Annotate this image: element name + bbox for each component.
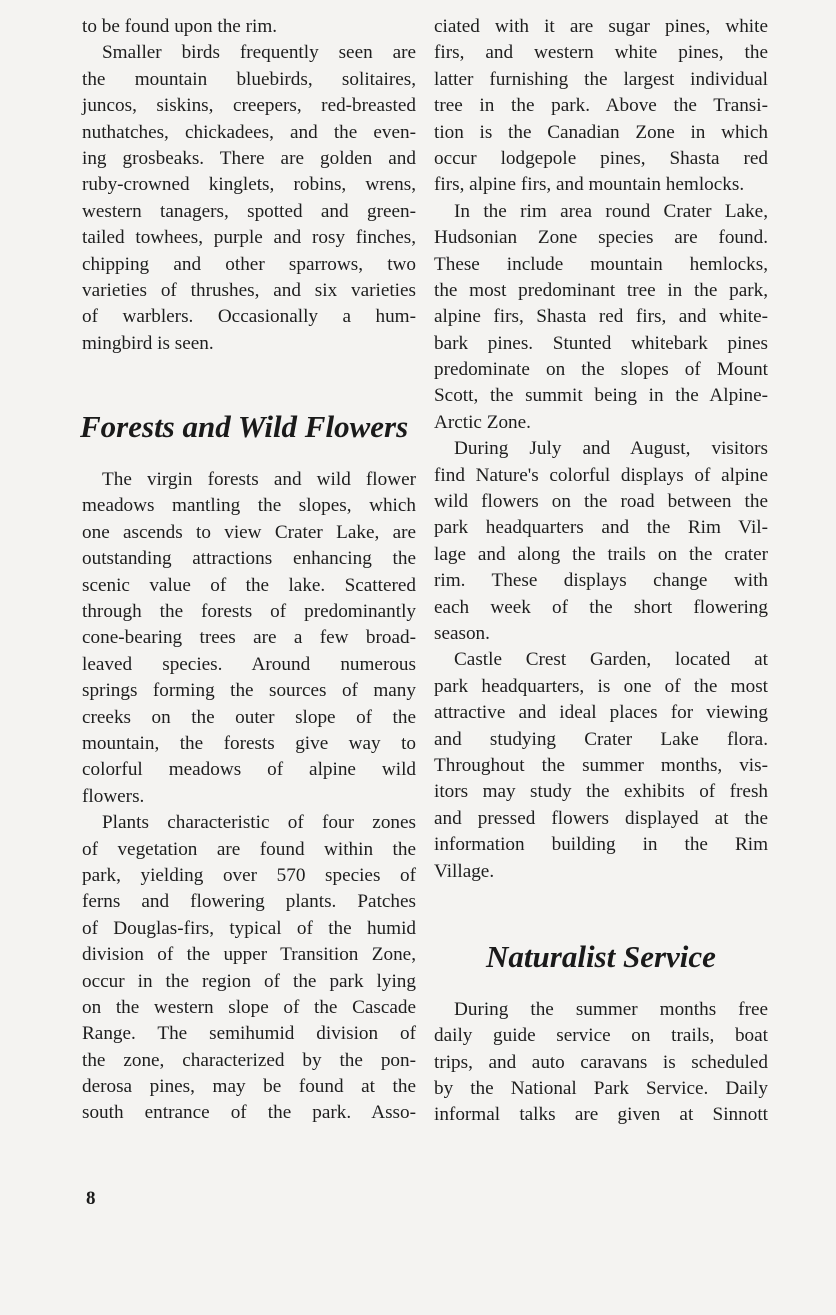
text-line: the most predominant tree in the park, bbox=[434, 279, 768, 301]
text-line: These include mountain hemlocks, bbox=[434, 253, 768, 275]
text-line: find Nature's colorful displays of alpine bbox=[434, 464, 768, 486]
text-line: western tanagers, spotted and green- bbox=[82, 200, 416, 222]
text-line: nuthatches, chickadees, and the even- bbox=[82, 121, 416, 143]
text-line: informal talks are given at Sinnott bbox=[434, 1104, 768, 1126]
text-line: itors may study the exhibits of fresh bbox=[434, 781, 768, 803]
text-line: Arctic Zone. bbox=[434, 411, 531, 433]
text-line: alpine firs, Shasta red firs, and white- bbox=[434, 306, 768, 328]
text-line: and studying Crater Lake flora. bbox=[434, 728, 768, 750]
text-line: trips, and auto caravans is scheduled bbox=[434, 1051, 768, 1073]
text-line: During July and August, visitors bbox=[454, 438, 768, 460]
spacer bbox=[82, 447, 416, 467]
text-line: mountain, the forests give way to bbox=[82, 732, 416, 754]
text-line: outstanding attractions enhancing the bbox=[82, 548, 416, 570]
text-line: one ascends to view Crater Lake, are bbox=[82, 521, 416, 543]
text-line: meadows mantling the slopes, which bbox=[82, 495, 416, 517]
text-line: attractive and ideal places for viewing bbox=[434, 702, 768, 724]
text-line: The virgin forests and wild flower bbox=[102, 469, 416, 491]
text-line: division of the upper Transition Zone, bbox=[82, 944, 416, 966]
text-line: tailed towhees, purple and rosy finches, bbox=[82, 227, 416, 249]
paragraph-castle-crest bbox=[434, 647, 768, 885]
text-line: In the rim area round Crater Lake, bbox=[454, 200, 768, 222]
text-line: springs forming the sources of many bbox=[82, 680, 416, 702]
page-number: 8 bbox=[86, 1188, 96, 1209]
text-line: Castle Crest Garden, located at bbox=[454, 649, 768, 671]
text-line: tree in the park. Above the Transi- bbox=[434, 95, 768, 117]
paragraph-smaller-birds bbox=[82, 40, 416, 357]
text-line: colorful meadows of alpine wild bbox=[82, 759, 416, 781]
paragraph-rim-area bbox=[434, 199, 768, 437]
text-line: south entrance of the park. Asso- bbox=[82, 1102, 416, 1124]
right-column bbox=[434, 14, 768, 1129]
paragraph-birds-end bbox=[82, 14, 416, 40]
spacer bbox=[434, 885, 768, 937]
text-line: latter furnishing the largest individual bbox=[434, 68, 768, 90]
text-line: park headquarters and the Rim Vil- bbox=[434, 517, 768, 539]
text-line: creeks on the outer slope of the bbox=[82, 706, 416, 728]
text-line: Village. bbox=[434, 860, 495, 882]
text-line: bark pines. Stunted whitebark pines bbox=[434, 332, 768, 354]
text-line: and pressed flowers displayed at the bbox=[434, 807, 768, 829]
paragraph-plants bbox=[82, 810, 416, 1127]
text-line: juncos, siskins, creepers, red-breasted bbox=[82, 95, 416, 117]
text-line: chipping and other sparrows, two bbox=[82, 253, 416, 275]
text-line: Throughout the summer months, vis- bbox=[434, 754, 768, 776]
text-line: Range. The semihumid division of bbox=[82, 1023, 416, 1045]
text-line: on the western slope of the Cascade bbox=[82, 996, 416, 1018]
left-column bbox=[82, 14, 416, 1127]
section-heading-naturalist: Naturalist Service bbox=[486, 938, 716, 974]
text-line: firs, alpine firs, and mountain hemlocks. bbox=[434, 174, 745, 196]
text-line: wild flowers on the road between the bbox=[434, 491, 768, 513]
text-line: scenic value of the lake. Scattered bbox=[82, 574, 416, 596]
text-line: lage and along the trails on the crater bbox=[434, 543, 768, 565]
text-line: derosa pines, may be found at the bbox=[82, 1076, 416, 1098]
text-line: each week of the short flowering bbox=[434, 596, 768, 618]
text-line: ing grosbeaks. There are golden and bbox=[82, 147, 416, 169]
text-line: by the National Park Service. Daily bbox=[434, 1078, 768, 1100]
text-line: mingbird is seen. bbox=[82, 332, 214, 354]
text-line: firs, and western white pines, the bbox=[434, 42, 768, 64]
text-line: Hudsonian Zone species are found. bbox=[434, 227, 768, 249]
text-line: ciated with it are sugar pines, white bbox=[434, 16, 768, 37]
text-line: occur lodgepole pines, Shasta red bbox=[434, 147, 768, 169]
text-line: Plants characteristic of four zones bbox=[102, 812, 416, 834]
spacer bbox=[434, 977, 768, 997]
text-line: park, yielding over 570 species of bbox=[82, 864, 416, 886]
text-line: ruby-crowned kinglets, robins, wrens, bbox=[82, 174, 416, 196]
text-line: of Douglas-firs, typical of the humid bbox=[82, 917, 416, 939]
text-line: Scott, the summit being in the Alpine- bbox=[434, 385, 768, 407]
text-line: predominate on the slopes of Mount bbox=[434, 359, 768, 381]
paragraph-plants-continued bbox=[434, 14, 768, 199]
paragraph-july-august bbox=[434, 436, 768, 647]
text-line: varieties of thrushes, and six varieties bbox=[82, 279, 416, 301]
text-line: season. bbox=[434, 622, 490, 644]
text-line: the zone, characterized by the pon- bbox=[82, 1049, 416, 1071]
paragraph-virgin-forests bbox=[82, 467, 416, 810]
text-line: through the forests of predominantly bbox=[82, 601, 416, 623]
text-line: to be found upon the rim. bbox=[82, 16, 278, 37]
spacer bbox=[82, 357, 416, 407]
paragraph-naturalist bbox=[434, 997, 768, 1129]
text-line: park headquarters, is one of the most bbox=[434, 675, 768, 697]
text-line: of warblers. Occasionally a hum- bbox=[82, 306, 416, 328]
text-line: cone-bearing trees are a few broad- bbox=[82, 627, 416, 649]
text-line: occur in the region of the park lying bbox=[82, 970, 416, 992]
text-line: leaved species. Around numerous bbox=[82, 653, 416, 675]
text-line: rim. These displays change with bbox=[434, 570, 768, 592]
section-heading-forests: Forests and Wild Flowers bbox=[80, 409, 409, 445]
text-line: Smaller birds frequently seen are bbox=[102, 42, 416, 64]
text-line: ferns and flowering plants. Patches bbox=[82, 891, 416, 913]
text-line: During the summer months free bbox=[454, 998, 768, 1020]
text-line: the mountain bluebirds, solitaires, bbox=[82, 68, 416, 90]
text-line: tion is the Canadian Zone in which bbox=[434, 121, 768, 143]
text-line: flowers. bbox=[82, 785, 145, 807]
text-line: information building in the Rim bbox=[434, 834, 768, 856]
text-line: of vegetation are found within the bbox=[82, 838, 416, 860]
text-line: daily guide service on trails, boat bbox=[434, 1025, 768, 1047]
